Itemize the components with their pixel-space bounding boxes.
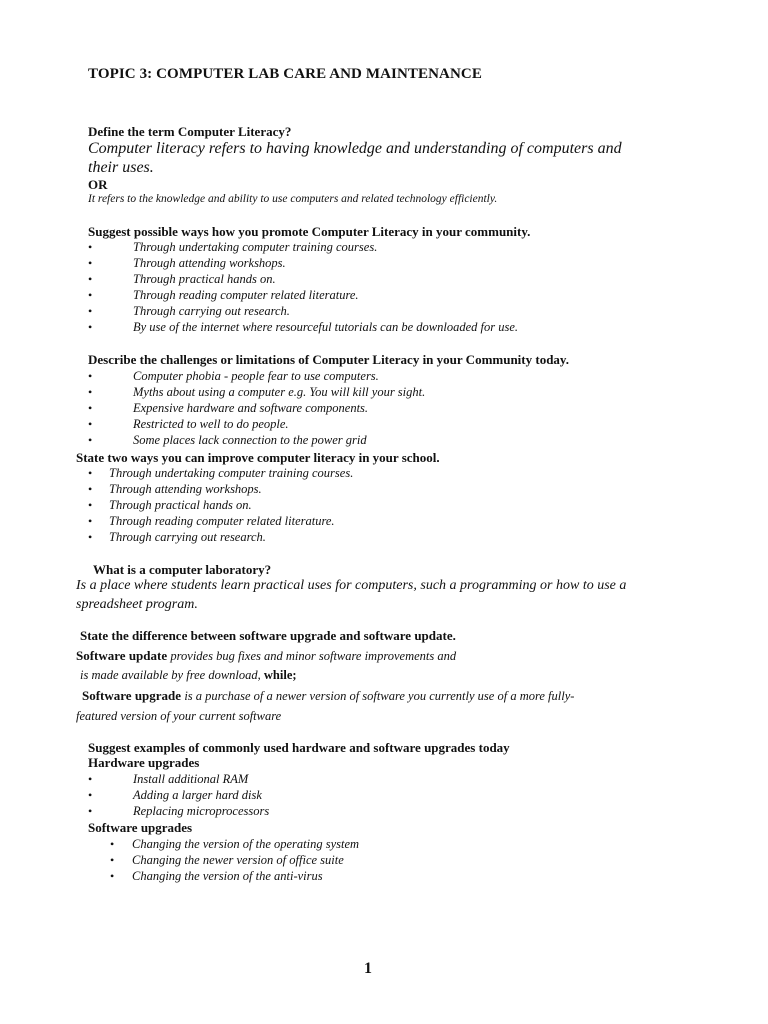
question-define-computer-literacy: Define the term Computer Literacy? [88, 124, 292, 139]
question-challenges: Describe the challenges or limitations of Computer Literacy in your Community today. [88, 352, 569, 367]
question-improve-literacy-school: State two ways you can improve computer literacy in your school. [76, 450, 440, 465]
answer-computer-literacy-line1: Computer literacy refers to having knowledge and understanding of computers and [88, 140, 622, 157]
question-upgrade-examples: Suggest examples of commonly used hardware and software upgrades today [88, 740, 510, 755]
bullet-icon: • [110, 869, 115, 883]
bullet-icon: • [88, 433, 93, 447]
bullet-icon: • [88, 772, 93, 786]
or-label: OR [88, 177, 108, 192]
answer-computer-lab-line2: spreadsheet program. [76, 597, 198, 612]
software-update-definition-line1 [76, 648, 456, 664]
bullet-icon: • [88, 385, 93, 399]
software-upgrade-definition-line2: featured version of your current software [76, 709, 282, 723]
software-upgrade-term: Software upgrade [82, 688, 182, 703]
question-upgrade-vs-update: State the difference between software upgrade and software update. [80, 628, 456, 643]
bullet-icon: • [88, 530, 93, 544]
software-update-term: Software update [76, 648, 168, 663]
bullet-icon: • [88, 417, 93, 431]
question-computer-laboratory: What is a computer laboratory? [93, 562, 272, 577]
bullet-icon: • [88, 369, 93, 383]
question-promote-literacy: Suggest possible ways how you promote Computer Literacy in your community. [88, 224, 531, 239]
bullet-icon: • [88, 240, 93, 254]
bullet-icon: • [88, 320, 93, 334]
bullet-icon: • [88, 401, 93, 415]
bullet-icon: • [88, 482, 93, 496]
bullet-icon: • [88, 498, 93, 512]
bullet-icon: • [88, 804, 93, 818]
bullet-icon: • [88, 272, 93, 286]
bullet-icon: • [88, 256, 93, 270]
answer-computer-lab-line1: Is a place where students learn practical uses for computers, such a programming or how to use a [76, 578, 627, 593]
page-title: TOPIC 3: COMPUTER LAB CARE AND MAINTENANCE [88, 66, 482, 82]
software-update-definition: provides bug fixes and minor software improvements and [170, 649, 457, 663]
bullet-icon: • [88, 788, 93, 802]
software-update-definition-line2: is made available by free download, while; [80, 668, 297, 682]
software-upgrades-heading: Software upgrades [88, 820, 193, 835]
software-upgrade-definition: is a purchase of a newer version of software you currently use of a more fully- [184, 689, 575, 703]
bullet-icon: • [88, 466, 93, 480]
bullet-icon: • [110, 853, 115, 867]
answer-computer-literacy-alt: It refers to the knowledge and ability to use computers and related technology efficiently. [88, 193, 498, 205]
bullet-icon: • [110, 837, 115, 851]
bullet-icon: • [88, 288, 93, 302]
page-number: 1 [364, 960, 372, 977]
while-word: while; [263, 668, 297, 682]
bullet-icon: • [88, 514, 93, 528]
hardware-upgrades-heading: Hardware upgrades [88, 755, 200, 770]
bullet-icon: • [88, 304, 93, 318]
software-upgrade-definition-line1 [82, 688, 574, 704]
answer-computer-literacy-line2: their uses. [88, 159, 154, 176]
